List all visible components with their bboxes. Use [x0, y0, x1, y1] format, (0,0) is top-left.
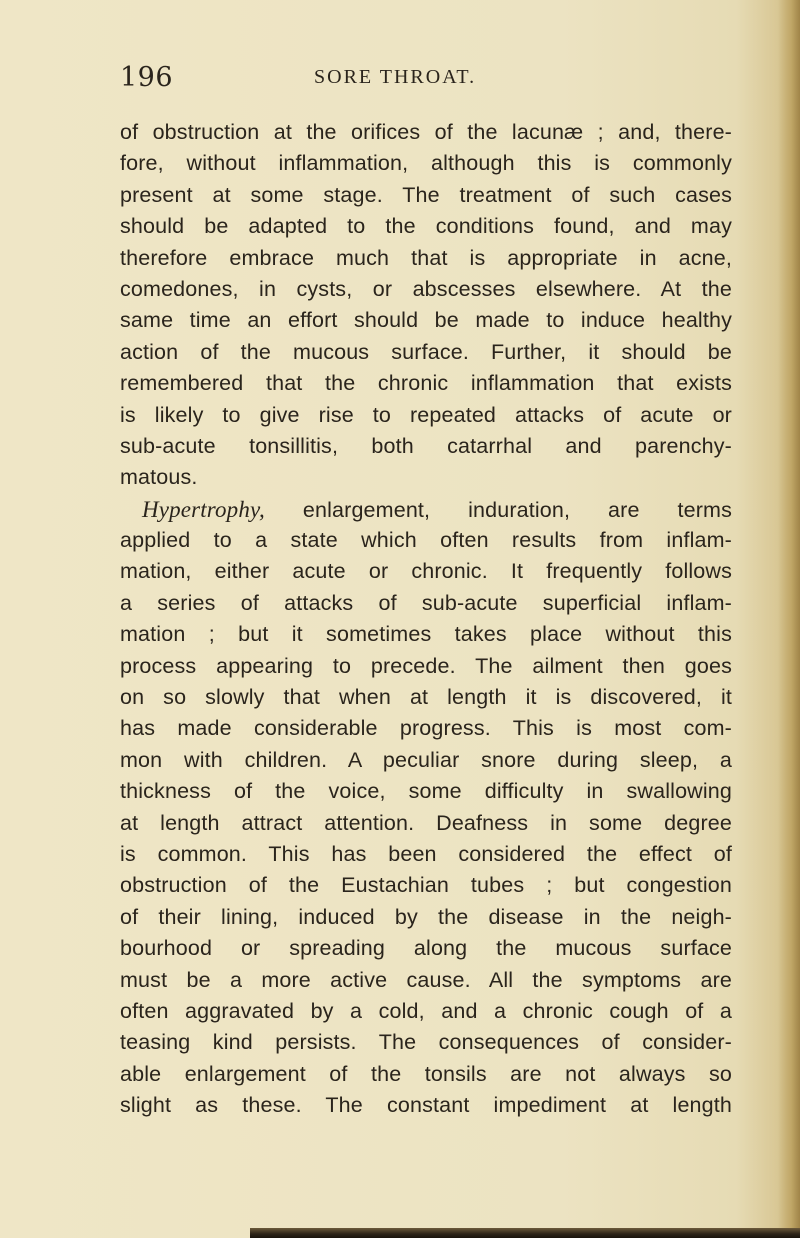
text-line: often aggravated by a cold, and a chronic cough of a	[120, 998, 732, 1023]
page-header	[120, 62, 730, 102]
text-line: has made considerable progress. This is most com-	[120, 716, 732, 741]
text-line: is likely to give rise to repeated attacks of acute or	[120, 402, 732, 427]
text-line: comedones, in cysts, or abscesses elsewhere. At the	[120, 276, 732, 301]
text-line: on so slowly that when at length it is discovered, it	[120, 685, 732, 710]
text-line: able enlargement of the tonsils are not always so	[120, 1061, 732, 1086]
text-line: mation ; but it sometimes takes place without this	[120, 622, 732, 647]
body-text	[120, 117, 732, 1122]
text-line: applied to a state which often results from inflam-	[120, 528, 732, 553]
page-bottom-edge	[250, 1228, 800, 1238]
text-line: must be a more active cause. All the symptoms are	[120, 967, 732, 992]
text-line: at length attract attention. Deafness in some degree	[120, 810, 732, 835]
text-line: is common. This has been considered the effect of	[120, 841, 732, 866]
text-line: teasing kind persists. The consequences of consider-	[120, 1030, 732, 1055]
text-line: bourhood or spreading along the mucous surface	[120, 936, 732, 961]
text-line: therefore embrace much that is appropriate in acne,	[120, 245, 732, 270]
text-line: sub-acute tonsillitis, both catarrhal and parenchy-	[120, 433, 732, 458]
italic-term: Hypertrophy,	[142, 496, 265, 522]
page-number: 196	[120, 62, 174, 93]
text-line: mon with children. A peculiar snore during sleep, a	[120, 747, 732, 772]
page-edge-shadow	[778, 0, 800, 1238]
text-line: matous.	[120, 465, 198, 490]
running-head: SORE THROAT.	[314, 66, 477, 88]
text-line: should be adapted to the conditions found, and may	[120, 214, 732, 239]
text-line: of obstruction at the orifices of the lacunæ ; and, there-	[120, 120, 732, 144]
text-line: remembered that the chronic inflammation that exists	[120, 371, 732, 396]
text-line: mation, either acute or chronic. It frequently follows	[120, 559, 732, 584]
text-line: obstruction of the Eustachian tubes ; but congestion	[120, 873, 732, 898]
text-span: enlargement, induration, are terms	[264, 497, 732, 522]
text-line: present at some stage. The treatment of such cases	[120, 182, 732, 207]
text-line: of their lining, induced by the disease in the neigh-	[120, 904, 732, 929]
text-line: fore, without inflammation, although this is commonly	[120, 151, 732, 176]
text-line: slight as these. The constant impediment at length	[120, 1093, 732, 1118]
paragraph-first-line	[120, 494, 732, 525]
text-line: process appearing to precede. The ailment then goes	[120, 653, 732, 678]
text-line: a series of attacks of sub-acute superficial inflam-	[120, 590, 732, 615]
text-line: thickness of the voice, some difficulty in swallowing	[120, 779, 732, 804]
text-line: same time an effort should be made to induce healthy	[120, 308, 732, 333]
text-line: action of the mucous surface. Further, it should be	[120, 339, 732, 364]
